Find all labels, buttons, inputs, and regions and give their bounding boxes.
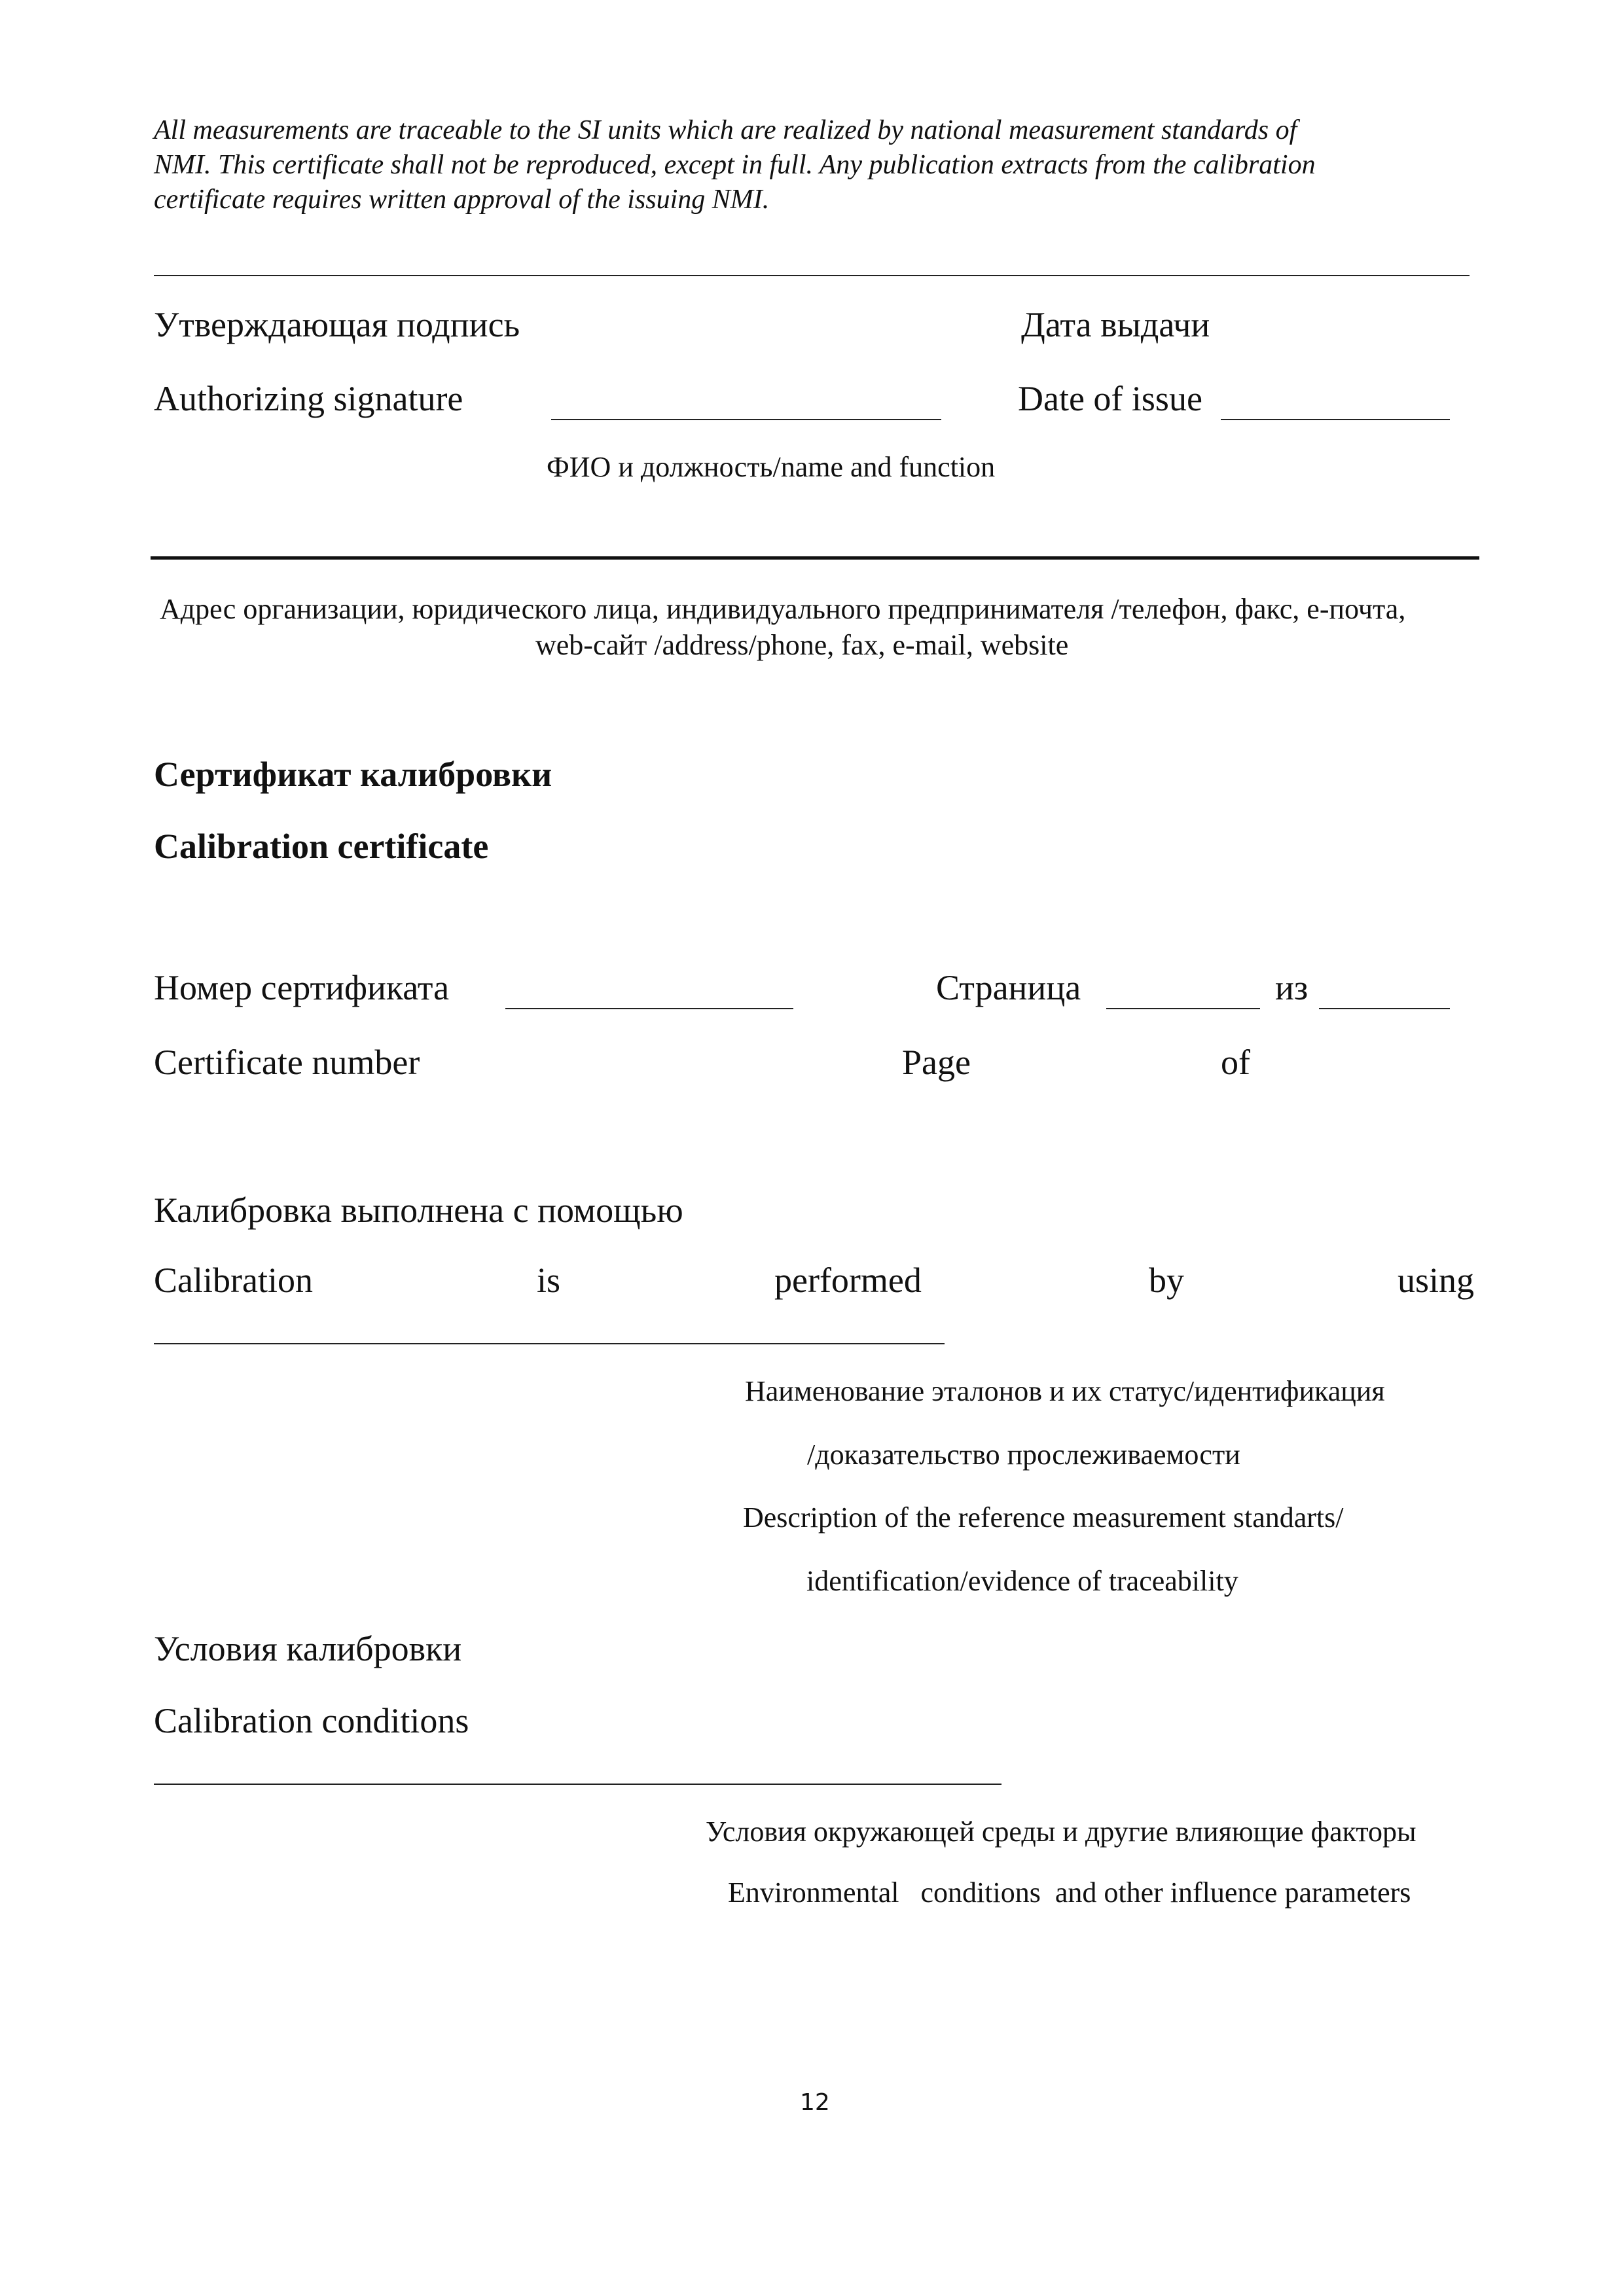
conditions-caption-en: Environmental conditions and other influence parameters xyxy=(728,1876,1411,1909)
reference-standards-field[interactable] xyxy=(154,1343,945,1344)
divider-thick xyxy=(151,556,1479,560)
page-number-field[interactable] xyxy=(1106,1008,1260,1009)
authorizing-signature-label-en: Authorizing signature xyxy=(154,379,463,418)
calibration-word-5: using xyxy=(1398,1261,1475,1300)
calibration-word-3: performed xyxy=(774,1261,922,1300)
authorizing-signature-label-ru: Утверждающая подпись xyxy=(154,305,520,344)
of-label-en: of xyxy=(1221,1043,1250,1082)
address-caption-line-1: Адрес организации, юридического лица, индивидуального предпринимателя /телефон, факс, e-почта, xyxy=(160,593,1406,625)
date-of-issue-label-ru: Дата выдачи xyxy=(1021,305,1210,344)
page-label-ru: Страница xyxy=(936,968,1081,1007)
of-label-ru: из xyxy=(1275,968,1308,1007)
authorizing-signature-field[interactable] xyxy=(551,419,941,420)
certificate-number-field[interactable] xyxy=(505,1008,793,1009)
calibration-performed-label-ru: Калибровка выполнена с помощью xyxy=(154,1191,683,1230)
date-of-issue-field[interactable] xyxy=(1221,419,1450,420)
standards-caption-line-4: identification/evidence of traceability xyxy=(806,1565,1238,1597)
calibration-conditions-field[interactable] xyxy=(154,1784,1001,1785)
page-total-field[interactable] xyxy=(1319,1008,1450,1009)
standards-caption-line-2: /доказательство прослеживаемости xyxy=(807,1439,1240,1471)
date-of-issue-label-en: Date of issue xyxy=(1018,379,1202,418)
calibration-word-4: by xyxy=(1149,1261,1184,1300)
address-caption-line-2: web-сайт /address/phone, fax, e-mail, website xyxy=(535,629,1069,661)
certificate-number-label-en: Certificate number xyxy=(154,1043,420,1082)
disclaimer-line-3: certificate requires written approval of the issuing NMI. xyxy=(154,185,770,215)
calibration-conditions-label-ru: Условия калибровки xyxy=(154,1629,462,1668)
disclaimer-line-2: NMI. This certificate shall not be reproduced, except in full. Any publication extracts from the calibration xyxy=(154,150,1316,180)
calibration-word-1: Calibration xyxy=(154,1261,313,1300)
page-label-en: Page xyxy=(902,1043,971,1082)
certificate-title-ru: Сертификат калибровки xyxy=(154,755,552,794)
disclaimer-line-1: All measurements are traceable to the SI units which are realized by national measurement standards of xyxy=(154,115,1297,145)
calibration-word-2: is xyxy=(537,1261,561,1300)
name-and-function-caption: ФИО и должность/name and function xyxy=(547,451,996,483)
calibration-conditions-label-en: Calibration conditions xyxy=(154,1701,469,1740)
standards-caption-line-1: Наименование эталонов и их статус/идентификация xyxy=(745,1375,1385,1407)
certificate-number-label-ru: Номер сертификата xyxy=(154,968,450,1007)
certificate-title-en: Calibration certificate xyxy=(154,827,489,866)
page-number: 12 xyxy=(800,2089,830,2116)
standards-caption-line-3: Description of the reference measurement standarts/ xyxy=(743,1501,1344,1534)
divider-top xyxy=(154,275,1470,276)
conditions-caption-ru: Условия окружающей среды и другие влияющие факторы xyxy=(706,1816,1416,1848)
